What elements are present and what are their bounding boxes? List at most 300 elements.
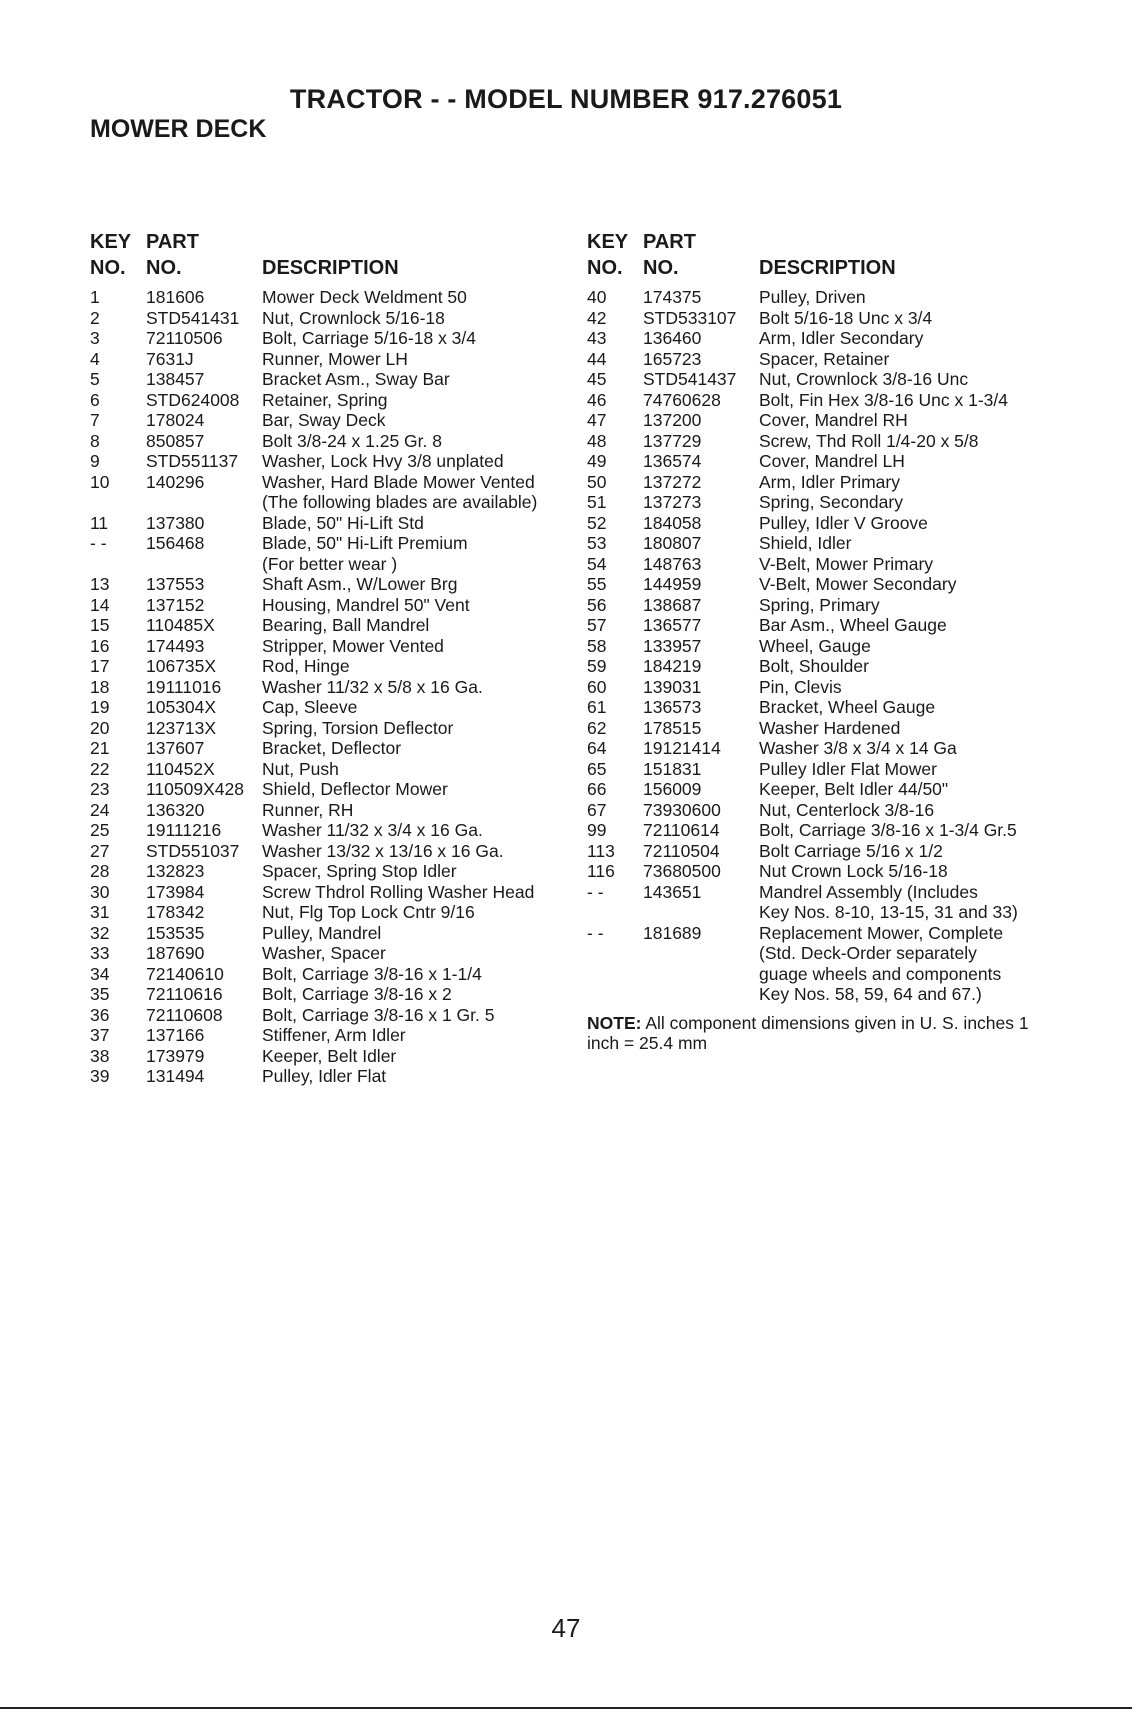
- table-row: [90, 882, 590, 903]
- header-key-no: NO.: [587, 257, 623, 279]
- table-row: [90, 861, 590, 882]
- header-key: KEY: [90, 231, 132, 253]
- table-row: [90, 800, 590, 821]
- key-no-cell: 61: [587, 697, 607, 717]
- description-cell: Washer, Lock Hvy 3/8 unplated: [262, 451, 504, 471]
- part-no-cell: STD533107: [643, 307, 737, 328]
- key-no-cell: 4: [90, 348, 100, 369]
- key-no-cell: 11: [90, 512, 109, 533]
- description-cell: V-Belt, Mower Secondary: [759, 574, 957, 594]
- description-cell: Cover, Mandrel LH: [759, 451, 905, 471]
- description-cell: Nut, Flg Top Lock Cntr 9/16: [262, 902, 475, 922]
- key-no-cell: 99: [587, 820, 607, 840]
- description-cell: Bracket, Wheel Gauge: [759, 697, 936, 717]
- part-no-cell: 153535: [146, 922, 205, 943]
- description-cell: guage wheels and components: [759, 963, 1002, 984]
- key-no-cell: 53: [587, 533, 607, 553]
- description-cell: Washer 11/32 x 5/8 x 16 Ga.: [262, 676, 483, 697]
- part-no-cell: 136577: [643, 615, 702, 635]
- key-no-cell: 46: [587, 389, 607, 410]
- key-no-cell: 27: [90, 840, 110, 861]
- part-no-cell: 137166: [146, 1025, 205, 1045]
- part-no-cell: 72110506: [146, 328, 223, 348]
- table-row: [587, 677, 1127, 698]
- part-no-cell: 174493: [146, 635, 205, 656]
- table-row: [587, 369, 1127, 390]
- part-no-cell: 850857: [146, 430, 205, 451]
- key-no-cell: 10: [90, 471, 110, 492]
- part-no-cell: 74760628: [643, 389, 721, 410]
- table-row: [90, 369, 590, 390]
- description-cell: Bolt 3/8-24 x 1.25 Gr. 8: [262, 430, 442, 451]
- part-no-cell: 173984: [146, 881, 205, 902]
- key-no-cell: 40: [587, 287, 607, 307]
- key-no-cell: 49: [587, 451, 607, 471]
- table-row: [90, 431, 590, 452]
- key-no-cell: 5: [90, 369, 100, 389]
- table-row: [587, 349, 1127, 370]
- table-row: [90, 615, 590, 636]
- header-key-no: NO.: [90, 257, 126, 279]
- description-cell: Nut, Crownlock 3/8-16 Unc: [759, 369, 969, 389]
- table-row: [587, 861, 1127, 882]
- description-cell: Washer, Hard Blade Mower Vented: [262, 471, 535, 492]
- description-cell: Pulley, Driven: [759, 287, 866, 307]
- part-no-cell: 151831: [643, 758, 702, 779]
- column-header: [587, 231, 1127, 285]
- description-cell: Washer 3/8 x 3/4 x 14 Ga: [759, 738, 957, 758]
- key-no-cell: 18: [90, 676, 110, 697]
- table-row: [587, 841, 1127, 862]
- table-row: [587, 923, 1127, 944]
- key-no-cell: 14: [90, 594, 110, 615]
- column-header: [90, 231, 590, 285]
- key-no-cell: 32: [90, 922, 110, 943]
- part-no-cell: 144959: [643, 574, 702, 594]
- part-no-cell: 19111216: [146, 820, 222, 840]
- table-row: [587, 513, 1127, 534]
- description-cell: Bolt, Carriage 3/8-16 x 2: [262, 984, 452, 1004]
- table-row: [587, 492, 1127, 513]
- table-row: [90, 451, 590, 472]
- part-no-cell: 136574: [643, 451, 702, 471]
- key-no-cell: 30: [90, 881, 110, 902]
- description-cell: Spring, Secondary: [759, 492, 903, 512]
- description-cell: Blade, 50" Hi-Lift Std: [262, 512, 424, 533]
- part-no-cell: 148763: [643, 553, 702, 574]
- description-cell: V-Belt, Mower Primary: [759, 553, 934, 574]
- part-no-cell: 138457: [146, 369, 205, 389]
- description-cell: Key Nos. 58, 59, 64 and 67.): [759, 984, 982, 1004]
- key-no-cell: 19: [90, 697, 110, 717]
- key-no-cell: 67: [587, 799, 607, 820]
- table-row: [587, 554, 1127, 575]
- description-cell: Bolt, Carriage 5/16-18 x 3/4: [262, 328, 477, 348]
- table-row: [90, 349, 590, 370]
- part-no-cell: 184219: [643, 656, 702, 676]
- table-row: [90, 964, 590, 985]
- table-row: [90, 820, 590, 841]
- key-no-cell: 23: [90, 779, 110, 799]
- table-row: [587, 472, 1127, 493]
- header-description: DESCRIPTION: [759, 257, 896, 279]
- table-row: [587, 287, 1127, 308]
- description-cell: Housing, Mandrel 50" Vent: [262, 594, 470, 615]
- part-no-cell: 72110614: [643, 820, 720, 840]
- part-no-cell: 72110608: [146, 1004, 223, 1025]
- table-row: [90, 1005, 590, 1026]
- description-cell: Bolt Carriage 5/16 x 1/2: [759, 840, 943, 861]
- part-no-cell: STD541431: [146, 307, 240, 328]
- table-row: [587, 615, 1127, 636]
- key-no-cell: 56: [587, 594, 607, 615]
- part-no-cell: 165723: [643, 348, 702, 369]
- table-row: [587, 820, 1127, 841]
- description-cell: Pin, Clevis: [759, 676, 842, 697]
- key-no-cell: 50: [587, 471, 607, 492]
- description-cell: (For better wear ): [262, 553, 398, 574]
- part-no-cell: 72140610: [146, 963, 224, 984]
- table-row: [587, 738, 1127, 759]
- description-cell: Blade, 50" Hi-Lift Premium: [262, 533, 468, 553]
- description-cell: Mower Deck Weldment 50: [262, 287, 467, 307]
- description-cell: (Std. Deck-Order separately: [759, 943, 977, 963]
- table-row: [90, 533, 590, 554]
- table-row: [587, 943, 1127, 964]
- part-no-cell: 180807: [643, 533, 702, 553]
- part-no-cell: 174375: [643, 287, 702, 307]
- description-cell: Arm, Idler Secondary: [759, 328, 924, 348]
- description-cell: Spring, Torsion Deflector: [262, 717, 454, 738]
- description-cell: Replacement Mower, Complete: [759, 922, 1004, 943]
- part-no-cell: 73930600: [643, 799, 721, 820]
- table-row: [90, 841, 590, 862]
- part-no-cell: 137273: [643, 492, 702, 512]
- description-cell: Washer 11/32 x 3/4 x 16 Ga.: [262, 820, 483, 840]
- key-no-cell: 7: [90, 410, 100, 430]
- description-cell: Bar, Sway Deck: [262, 410, 386, 430]
- key-no-cell: 48: [587, 430, 607, 451]
- part-no-cell: 173979: [146, 1045, 205, 1066]
- part-no-cell: 72110616: [146, 984, 223, 1004]
- description-cell: Washer, Spacer: [262, 943, 386, 963]
- table-row: [587, 984, 1127, 1005]
- key-no-cell: 20: [90, 717, 110, 738]
- part-no-cell: 136573: [643, 697, 702, 717]
- part-no-cell: 156009: [643, 779, 702, 799]
- part-no-cell: 72110504: [643, 840, 720, 861]
- table-row: [587, 451, 1127, 472]
- parts-column-right: [587, 231, 1127, 1054]
- description-cell: Cap, Sleeve: [262, 697, 358, 717]
- description-cell: Keeper, Belt Idler 44/50": [759, 779, 949, 799]
- description-cell: Key Nos. 8-10, 13-15, 31 and 33): [759, 902, 1018, 922]
- table-row: [90, 1025, 590, 1046]
- table-row: [587, 759, 1127, 780]
- header-part-no: NO.: [146, 257, 182, 279]
- description-cell: Spring, Primary: [759, 594, 880, 615]
- description-cell: Arm, Idler Primary: [759, 471, 900, 492]
- header-key: KEY: [587, 231, 629, 253]
- description-cell: Wheel, Gauge: [759, 635, 871, 656]
- key-no-cell: 45: [587, 369, 607, 389]
- description-cell: Shaft Asm., W/Lower Brg: [262, 574, 458, 594]
- table-row: [587, 595, 1127, 616]
- part-no-cell: 123713X: [146, 717, 217, 738]
- key-no-cell: 21: [90, 738, 110, 758]
- key-no-cell: 62: [587, 717, 607, 738]
- description-cell: Washer Hardened: [759, 717, 901, 738]
- part-no-cell: STD551137: [146, 451, 239, 471]
- section-title: MOWER DECK: [90, 115, 267, 143]
- table-row: [90, 472, 590, 493]
- table-row: [90, 984, 590, 1005]
- part-no-cell: 138687: [643, 594, 702, 615]
- description-cell: Pulley, Idler Flat: [262, 1066, 387, 1086]
- key-no-cell: 13: [90, 574, 110, 594]
- key-no-cell: 17: [90, 656, 110, 676]
- table-row: [587, 308, 1127, 329]
- description-cell: Bracket Asm., Sway Bar: [262, 369, 450, 389]
- description-cell: Nut, Centerlock 3/8-16: [759, 799, 935, 820]
- part-no-cell: 136460: [643, 328, 702, 348]
- key-no-cell: 44: [587, 348, 607, 369]
- table-row: [90, 943, 590, 964]
- key-no-cell: 43: [587, 328, 607, 348]
- table-row: [587, 574, 1127, 595]
- part-no-cell: 184058: [643, 512, 702, 533]
- description-cell: Bar Asm., Wheel Gauge: [759, 615, 947, 635]
- table-row: [587, 902, 1127, 923]
- description-cell: Bolt 5/16-18 Unc x 3/4: [759, 307, 933, 328]
- part-no-cell: 137553: [146, 574, 205, 594]
- table-row: [90, 390, 590, 411]
- part-no-cell: 137380: [146, 512, 205, 533]
- page-title: TRACTOR - - MODEL NUMBER 917.276051: [289, 84, 843, 114]
- table-row: [587, 328, 1127, 349]
- description-cell: Pulley, Mandrel: [262, 922, 382, 943]
- description-cell: Washer 13/32 x 13/16 x 16 Ga.: [262, 840, 504, 861]
- key-no-cell: - -: [90, 533, 107, 553]
- description-cell: Bolt, Shoulder: [759, 656, 869, 676]
- description-cell: Rod, Hinge: [262, 656, 350, 676]
- bottom-divider: [0, 1707, 1132, 1709]
- description-cell: Keeper, Belt Idler: [262, 1045, 397, 1066]
- header-part-no: NO.: [643, 257, 679, 279]
- key-no-cell: 8: [90, 430, 100, 451]
- table-row: [587, 718, 1127, 739]
- key-no-cell: 58: [587, 635, 607, 656]
- key-no-cell: 28: [90, 861, 110, 881]
- key-no-cell: 35: [90, 984, 110, 1004]
- description-cell: Bearing, Ball Mandrel: [262, 615, 430, 635]
- key-no-cell: 34: [90, 963, 110, 984]
- key-no-cell: 33: [90, 943, 110, 963]
- table-row: [90, 656, 590, 677]
- part-no-cell: 140296: [146, 471, 205, 492]
- part-no-cell: 19111016: [146, 676, 222, 697]
- key-no-cell: 59: [587, 656, 607, 676]
- description-cell: Runner, RH: [262, 799, 354, 820]
- part-no-cell: 136320: [146, 799, 205, 820]
- table-row: [90, 410, 590, 431]
- description-cell: Bolt, Carriage 3/8-16 x 1-1/4: [262, 963, 482, 984]
- table-row: [587, 410, 1127, 431]
- key-no-cell: 57: [587, 615, 607, 635]
- key-no-cell: 24: [90, 799, 110, 820]
- part-no-cell: 181689: [643, 922, 702, 943]
- header-part: PART: [146, 231, 199, 253]
- table-row: [90, 902, 590, 923]
- key-no-cell: 37: [90, 1025, 110, 1045]
- table-row: [587, 390, 1127, 411]
- description-cell: Pulley Idler Flat Mower: [759, 758, 937, 779]
- table-row: [90, 308, 590, 329]
- table-row: [587, 800, 1127, 821]
- table-row: [90, 677, 590, 698]
- key-no-cell: 51: [587, 492, 607, 512]
- description-cell: Bolt, Fin Hex 3/8-16 Unc x 1-3/4: [759, 389, 1008, 410]
- table-row: [90, 328, 590, 349]
- part-no-cell: 178342: [146, 902, 205, 922]
- description-cell: Bolt, Carriage 3/8-16 x 1 Gr. 5: [262, 1004, 495, 1025]
- header-part: PART: [643, 231, 696, 253]
- part-no-cell: 137729: [643, 430, 702, 451]
- key-no-cell: 42: [587, 307, 607, 328]
- table-row: [90, 697, 590, 718]
- part-no-cell: 187690: [146, 943, 205, 963]
- table-row: [90, 492, 590, 513]
- description-cell: Nut Crown Lock 5/16-18: [759, 861, 948, 881]
- description-cell: Shield, Idler: [759, 533, 852, 553]
- header-description: DESCRIPTION: [262, 257, 399, 279]
- table-row: [587, 636, 1127, 657]
- note-label: NOTE:: [587, 1012, 642, 1033]
- table-row: [587, 779, 1127, 800]
- part-no-cell: STD551037: [146, 840, 240, 861]
- part-no-cell: 19121414: [643, 738, 721, 758]
- description-cell: Retainer, Spring: [262, 389, 388, 410]
- key-no-cell: 16: [90, 635, 110, 656]
- part-no-cell: 133957: [643, 635, 702, 656]
- part-no-cell: 143651: [643, 881, 702, 902]
- note: [587, 1013, 1057, 1054]
- table-row: [587, 431, 1127, 452]
- parts-list-left: [90, 287, 590, 1087]
- table-row: [90, 574, 590, 595]
- key-no-cell: - -: [587, 881, 604, 902]
- part-no-cell: 137200: [643, 410, 702, 430]
- key-no-cell: 3: [90, 328, 100, 348]
- part-no-cell: 73680500: [643, 861, 721, 881]
- table-row: [90, 287, 590, 308]
- key-no-cell: 38: [90, 1045, 110, 1066]
- key-no-cell: 6: [90, 389, 100, 410]
- table-row: [90, 718, 590, 739]
- key-no-cell: 64: [587, 738, 607, 758]
- key-no-cell: 9: [90, 451, 100, 471]
- table-row: [587, 697, 1127, 718]
- key-no-cell: 60: [587, 676, 607, 697]
- part-no-cell: 178515: [643, 717, 702, 738]
- part-no-cell: 181606: [146, 287, 205, 307]
- description-cell: Nut, Push: [262, 758, 339, 779]
- table-row: [587, 656, 1127, 677]
- key-no-cell: 39: [90, 1066, 110, 1086]
- page-number: 47: [551, 1613, 581, 1643]
- description-cell: Shield, Deflector Mower: [262, 779, 448, 799]
- description-cell: Screw, Thd Roll 1/4-20 x 5/8: [759, 430, 979, 451]
- description-cell: Runner, Mower LH: [262, 348, 408, 369]
- description-cell: Stiffener, Arm Idler: [262, 1025, 406, 1045]
- description-cell: Bolt, Carriage 3/8-16 x 1-3/4 Gr.5: [759, 820, 1017, 840]
- part-no-cell: 131494: [146, 1066, 205, 1086]
- key-no-cell: 116: [587, 861, 615, 881]
- part-no-cell: 7631J: [146, 348, 194, 369]
- table-row: [90, 1046, 590, 1067]
- part-no-cell: 139031: [643, 676, 702, 697]
- table-row: [90, 1066, 590, 1087]
- table-row: [90, 636, 590, 657]
- part-no-cell: 137272: [643, 471, 702, 492]
- part-no-cell: 178024: [146, 410, 205, 430]
- key-no-cell: 15: [90, 615, 110, 635]
- key-no-cell: 55: [587, 574, 607, 594]
- key-no-cell: 54: [587, 553, 607, 574]
- table-row: [90, 923, 590, 944]
- table-row: [90, 513, 590, 534]
- parts-column-left: [90, 231, 590, 1087]
- part-no-cell: 110452X: [146, 758, 215, 779]
- part-no-cell: 110485X: [146, 615, 215, 635]
- description-cell: Bracket, Deflector: [262, 738, 402, 758]
- parts-list-right: [587, 287, 1127, 1005]
- description-cell: Stripper, Mower Vented: [262, 635, 444, 656]
- description-cell: Nut, Crownlock 5/16-18: [262, 307, 445, 328]
- description-cell: Spacer, Spring Stop Idler: [262, 861, 457, 881]
- table-row: [90, 554, 590, 575]
- table-row: [90, 595, 590, 616]
- key-no-cell: 22: [90, 758, 110, 779]
- table-row: [90, 759, 590, 780]
- description-cell: Cover, Mandrel RH: [759, 410, 908, 430]
- key-no-cell: 52: [587, 512, 607, 533]
- part-no-cell: STD624008: [146, 389, 240, 410]
- part-no-cell: 132823: [146, 861, 205, 881]
- table-row: [587, 964, 1127, 985]
- key-no-cell: 36: [90, 1004, 110, 1025]
- part-no-cell: 137607: [146, 738, 205, 758]
- key-no-cell: 31: [90, 902, 110, 922]
- table-row: [90, 779, 590, 800]
- key-no-cell: - -: [587, 922, 604, 943]
- key-no-cell: 25: [90, 820, 110, 840]
- key-no-cell: 65: [587, 758, 607, 779]
- part-no-cell: 106735X: [146, 656, 217, 676]
- table-row: [587, 882, 1127, 903]
- description-cell: Mandrel Assembly (Includes: [759, 881, 978, 902]
- part-no-cell: STD541437: [643, 369, 737, 389]
- description-cell: (The following blades are available): [262, 492, 538, 512]
- key-no-cell: 1: [90, 287, 100, 307]
- description-cell: Spacer, Retainer: [759, 348, 890, 369]
- part-no-cell: 137152: [146, 594, 205, 615]
- part-no-cell: 105304X: [146, 697, 217, 717]
- table-row: [587, 533, 1127, 554]
- table-row: [90, 738, 590, 759]
- part-no-cell: 156468: [146, 533, 205, 553]
- description-cell: Screw Thdrol Rolling Washer Head: [262, 881, 535, 902]
